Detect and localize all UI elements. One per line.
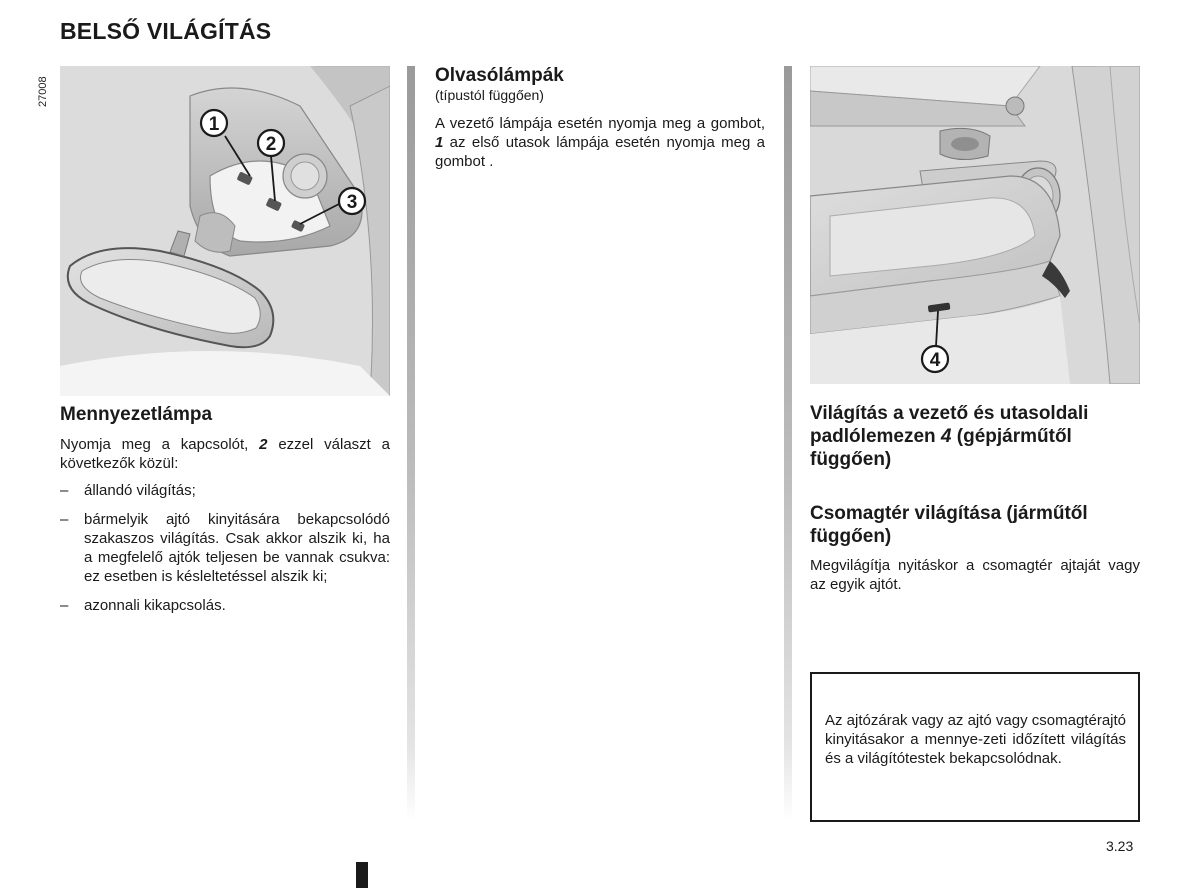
ref-2: 2 xyxy=(259,436,268,453)
reading-lamps-subheading: (típustól függően) xyxy=(435,87,544,103)
svg-text:2: 2 xyxy=(265,134,277,155)
svg-text:1: 1 xyxy=(208,114,220,135)
reading-lamps-text: A vezető lámpája esetén nyomja meg a gombot, 1 az első utasok lámpája esetén nyomja meg a gombot . xyxy=(435,115,765,170)
note-box xyxy=(810,672,1140,822)
overhead-lamp-figure xyxy=(60,66,390,396)
page-title: BELSŐ VILÁGÍTÁS xyxy=(60,18,272,44)
trunk-lighting-text: Megvilágítja nyitáskor a csomagtér ajtaját vagy az egyik ajtót. xyxy=(810,557,1140,593)
heading-reading-lamps: Olvasólámpák xyxy=(435,65,564,86)
ceiling-lamp-intro: Nyomja meg a kapcsolót, 2 ezzel választ a következők közül: xyxy=(60,436,391,472)
column-divider-right xyxy=(784,66,792,821)
binding-mark xyxy=(356,862,368,888)
door-light-figure xyxy=(810,66,1140,384)
ref-4: 4 xyxy=(940,426,952,447)
page-number: 3.23 xyxy=(1106,838,1134,854)
svg-text:3: 3 xyxy=(346,192,358,213)
heading-floor-lighting: Világítás a vezető és utasoldali padlólemezen 4 (gépjárműtől függően) xyxy=(810,403,1089,470)
svg-text:4: 4 xyxy=(929,350,941,371)
ref-1: 1 xyxy=(435,134,444,151)
list-item: – azonnali kikapcsolás. xyxy=(60,597,226,614)
column-divider-left xyxy=(407,66,415,821)
heading-ceiling-lamp: Mennyezetlámpa xyxy=(60,404,213,425)
figure-code-left: 27008 xyxy=(37,76,49,107)
note-text: Az ajtózárak vagy az ajtó vagy csomagtérajtó kinyitásakor a mennye-zeti időzített világítás és a világítótestek bekapcsolódnak. xyxy=(825,712,1126,767)
list-item: – bármelyik ajtó kinyitására bekapcsolódó szakaszos világítás. Csak akkor alszik ki, ha a megfelelő ajtók teljesen be vannak csukva: ez esetben is késleltetéssel alszik ki; xyxy=(60,511,390,585)
list-item: – állandó világítás; xyxy=(60,482,196,499)
ceiling-lamp-options-list xyxy=(60,481,390,625)
heading-trunk-lighting: Csomagtér világítása (járműtől függően) xyxy=(810,503,1088,547)
